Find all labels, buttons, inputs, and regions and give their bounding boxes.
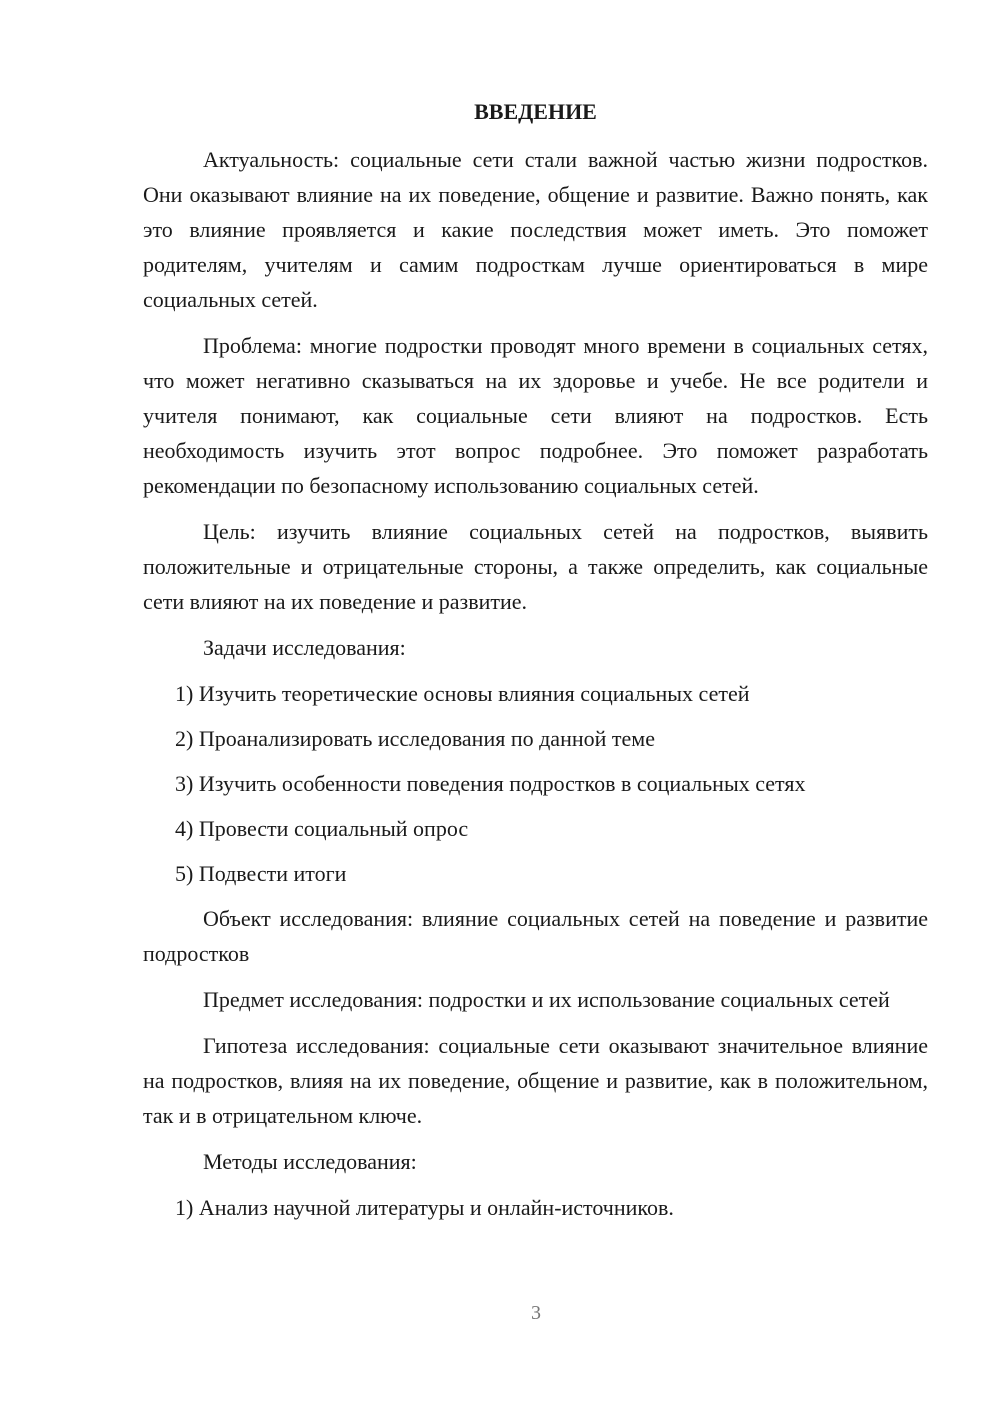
paragraph-problem: Проблема: многие подростки проводят много времени в социальных сетях, что может негативно сказываться на их здоровье и учебе. Не все родители и учителя понимают, как социальные сети влияют на подростков. Есть необходимость изучить этот вопрос подробнее. Это поможет разработать рекомендации по безопасному использованию социальных сетей. bbox=[143, 333, 928, 498]
section-title: ВВЕДЕНИЕ bbox=[474, 99, 597, 124]
paragraph-goal: Цель: изучить влияние социальных сетей на подростков, выявить положительные и отрицательные стороны, а также определить, как социальные сети влияют на их поведение и развитие. bbox=[143, 519, 928, 614]
task-item: 2) Проанализировать исследования по данной теме bbox=[175, 726, 655, 751]
method-item: 1) Анализ научной литературы и онлайн-источников. bbox=[175, 1195, 674, 1220]
document-page bbox=[143, 94, 928, 1235]
paragraph-object: Объект исследования: влияние социальных сетей на поведение и развитие подростков bbox=[143, 906, 928, 966]
page-number: 3 bbox=[531, 1302, 541, 1324]
paragraph-subject: Предмет исследования: подростки и их использование социальных сетей bbox=[203, 987, 890, 1012]
paragraph-hypothesis: Гипотеза исследования: социальные сети оказывают значительное влияние на подростков, влияя на их поведение, общение и развитие, как в положительном, так и в отрицательном ключе. bbox=[143, 1033, 928, 1128]
task-item: 3) Изучить особенности поведения подростков в социальных сетях bbox=[175, 771, 806, 796]
paragraph-relevance: Актуальность: социальные сети стали важной частью жизни подростков. Они оказывают влияние на их поведение, общение и развитие. Важно понять, как это влияние проявляется и какие последствия может иметь. Это поможет родителям, учителям и самим подросткам лучше ориентироваться в мире социальных сетей. bbox=[143, 147, 928, 312]
task-item: 5) Подвести итоги bbox=[175, 861, 347, 886]
task-item: 4) Провести социальный опрос bbox=[175, 816, 469, 841]
tasks-heading: Задачи исследования: bbox=[203, 635, 406, 660]
task-item: 1) Изучить теоретические основы влияния социальных сетей bbox=[175, 681, 750, 706]
methods-heading: Методы исследования: bbox=[203, 1149, 417, 1174]
